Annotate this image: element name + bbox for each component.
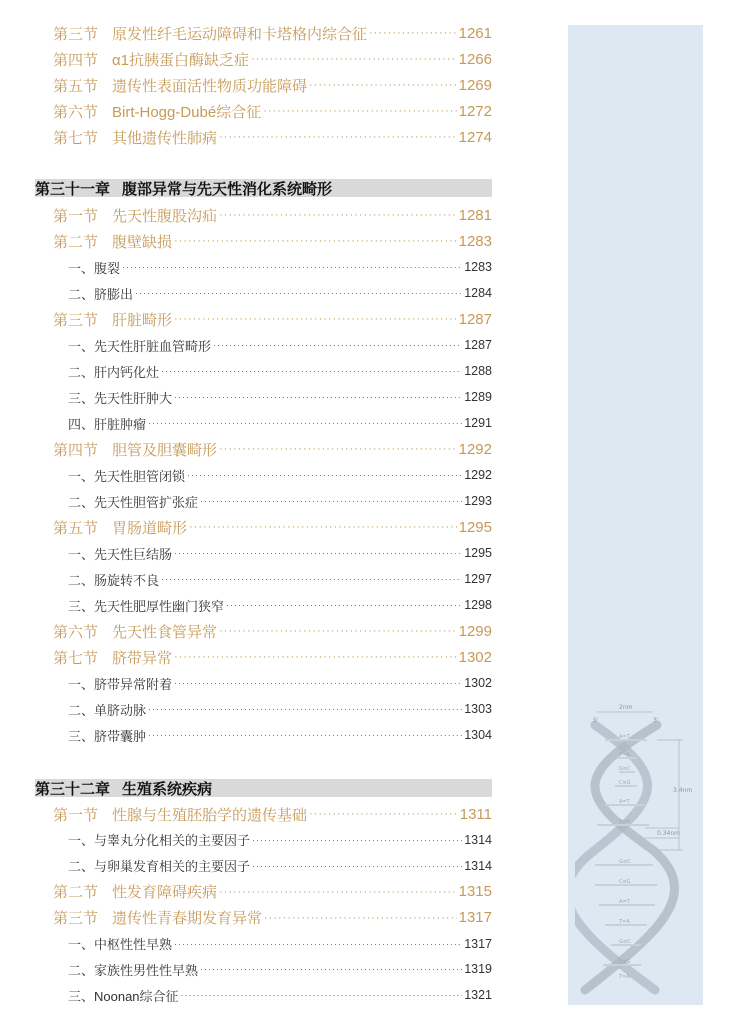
subitem-title: 二、单脐动脉 xyxy=(68,702,147,718)
chapter-number: 第三十一章 xyxy=(35,181,111,198)
toc-section-row[interactable] xyxy=(53,620,492,642)
leader-dots xyxy=(264,912,457,924)
toc-section-row[interactable] xyxy=(53,22,492,44)
chapter-title: 腹部异常与先天性消化系统畸形 xyxy=(122,181,333,198)
section-number: 第六节 xyxy=(53,103,99,121)
section-title: 先天性腹股沟疝 xyxy=(112,207,218,225)
subitem-title: 一、脐带异常附着 xyxy=(68,676,173,692)
subitem-title: 一、中枢性性早熟 xyxy=(68,937,173,952)
toc-subitem-row[interactable] xyxy=(68,412,492,434)
toc-section-row[interactable] xyxy=(53,126,492,148)
page-number: 1283 xyxy=(464,260,492,274)
page-number: 1321 xyxy=(464,988,492,1003)
toc-subitem-row[interactable] xyxy=(68,464,492,486)
section-title: α1抗胰蛋白酶缺乏症 xyxy=(112,51,250,69)
subitem-title: 二、家族性男性性早熟 xyxy=(68,962,199,978)
leader-dots xyxy=(219,625,457,637)
toc-section-row[interactable] xyxy=(53,48,492,70)
toc-subitem-row[interactable] xyxy=(68,724,492,746)
section-title: 先天性食管异常 xyxy=(112,623,218,641)
chapter-heading[interactable] xyxy=(35,779,492,797)
section-number: 第三节 xyxy=(53,25,99,43)
leader-dots xyxy=(219,131,457,143)
page-number: 1299 xyxy=(458,622,492,640)
toc-section-row[interactable] xyxy=(53,100,492,122)
section-number: 第五节 xyxy=(53,519,99,537)
page-number: 1281 xyxy=(458,206,492,224)
page-number: 1292 xyxy=(458,440,492,458)
section-title: 性腺与生殖胚胎学的遗传基础 xyxy=(112,806,308,824)
page-number: 1298 xyxy=(464,598,492,612)
toc-subitem-row[interactable] xyxy=(68,672,492,694)
toc-subitem-row[interactable] xyxy=(68,256,492,278)
base-pair-label: G≡C xyxy=(619,939,631,945)
section-title: 遗传性表面活性物质功能障碍 xyxy=(112,77,308,95)
toc-subitem-row[interactable] xyxy=(68,958,492,980)
toc-section-row[interactable] xyxy=(53,881,492,903)
page-number: 1269 xyxy=(458,76,492,94)
section-number: 第六节 xyxy=(53,623,99,641)
dna-rise-label: 0.34nm xyxy=(657,830,681,837)
base-pair-label: G≡C xyxy=(619,766,631,772)
section-title: 其他遗传性肺病 xyxy=(112,129,218,147)
leader-dots xyxy=(252,835,462,845)
base-pair-label: T=A xyxy=(619,752,630,758)
toc-section-row[interactable] xyxy=(53,803,492,825)
leader-dots xyxy=(148,704,462,714)
subitem-title: 二、肝内钙化灶 xyxy=(68,364,160,380)
section-title: 胃肠道畸形 xyxy=(112,519,188,537)
page-number: 1295 xyxy=(458,518,492,536)
leader-dots xyxy=(174,392,462,402)
toc-subitem-row[interactable] xyxy=(68,984,492,1006)
base-pair-label: C≡G xyxy=(619,780,631,786)
section-title: 遗传性青春期发育异常 xyxy=(112,910,263,928)
page-number: 1287 xyxy=(458,310,492,328)
page-number: 1319 xyxy=(464,962,492,977)
page-number: 1274 xyxy=(458,128,492,146)
leader-dots xyxy=(174,235,457,247)
subitem-title: 四、肝脏肿瘤 xyxy=(68,416,147,432)
subitem-title: 一、先天性肝脏血管畸形 xyxy=(68,338,212,354)
leader-dots xyxy=(135,288,462,298)
toc-subitem-row[interactable] xyxy=(68,334,492,356)
leader-dots xyxy=(161,366,462,376)
leader-dots xyxy=(213,340,462,350)
section-number: 第七节 xyxy=(53,649,99,667)
dna-width-label: 2nm xyxy=(619,704,633,711)
section-title: 肝脏畸形 xyxy=(112,311,173,329)
toc-subitem-row[interactable] xyxy=(68,490,492,512)
toc-section-row[interactable] xyxy=(53,516,492,538)
page-number: 1293 xyxy=(464,494,492,508)
leader-dots xyxy=(219,886,457,898)
subitem-title: 一、与睾丸分化相关的主要因子 xyxy=(68,833,251,849)
page-number: 1304 xyxy=(464,728,492,742)
page-number: 1266 xyxy=(458,50,492,68)
toc-subitem-row[interactable] xyxy=(68,386,492,408)
section-number: 第四节 xyxy=(53,441,99,459)
base-pair-label: T=A xyxy=(619,919,630,925)
subitem-title: 三、先天性肥厚性幽门狭窄 xyxy=(68,598,225,614)
chapter-heading[interactable] xyxy=(35,179,492,197)
section-number: 第一节 xyxy=(53,806,99,824)
leader-dots xyxy=(174,548,462,558)
toc-section-row[interactable] xyxy=(53,907,492,929)
leader-dots xyxy=(161,574,462,584)
page-number: 1287 xyxy=(464,338,492,352)
section-number: 第二节 xyxy=(53,233,99,251)
toc-section-row[interactable] xyxy=(53,438,492,460)
toc-subitem-row[interactable] xyxy=(68,933,492,955)
dna-double-helix-figure xyxy=(575,700,700,1000)
section-number: 第五节 xyxy=(53,77,99,95)
leader-dots xyxy=(174,313,457,325)
toc-subitem-row[interactable] xyxy=(68,594,492,616)
page-number: 1314 xyxy=(464,832,492,847)
helix-strand-back xyxy=(575,725,655,990)
base-pair-label: A=T xyxy=(619,799,630,805)
base-pair-label: A=T xyxy=(619,734,630,740)
section-title: Birt-Hogg-Dubé综合征 xyxy=(112,103,262,121)
section-title: 胆管及胆囊畸形 xyxy=(112,441,218,459)
page-number: 1302 xyxy=(464,676,492,690)
leader-dots xyxy=(226,600,462,610)
toc-subitem-row[interactable] xyxy=(68,282,492,304)
leader-dots xyxy=(263,105,456,117)
toc-section-row[interactable] xyxy=(53,646,492,668)
page-number: 1272 xyxy=(458,102,492,120)
page-number: 1317 xyxy=(458,909,492,927)
section-number: 第七节 xyxy=(53,129,99,147)
base-pair-label: G≡C xyxy=(619,859,631,865)
page-number: 1315 xyxy=(458,883,492,901)
subitem-title: 二、与卵巢发育相关的主要因子 xyxy=(68,859,251,875)
section-title: 性发育障碍疾病 xyxy=(112,884,218,902)
page-number: 1284 xyxy=(464,286,492,300)
subitem-title: 三、Noonan综合征 xyxy=(68,988,179,1004)
leader-dots xyxy=(309,808,458,820)
leader-dots xyxy=(200,964,462,974)
leader-dots xyxy=(148,730,462,740)
leader-dots xyxy=(189,521,457,533)
toc-section-row[interactable] xyxy=(53,308,492,330)
subitem-title: 一、先天性胆管闭锁 xyxy=(68,468,186,484)
page-number: 1303 xyxy=(464,702,492,716)
leader-dots xyxy=(122,262,462,272)
toc-subitem-row[interactable] xyxy=(68,568,492,590)
subitem-title: 三、先天性肝肿大 xyxy=(68,390,173,406)
subitem-title: 一、先天性巨结肠 xyxy=(68,546,173,562)
leader-dots xyxy=(148,418,462,428)
base-pair-label: C≡G xyxy=(619,959,631,965)
leader-dots xyxy=(219,209,457,221)
subitem-title: 二、先天性胆管扩张症 xyxy=(68,494,199,510)
section-number: 第三节 xyxy=(53,910,99,928)
dna-pitch-label: 3.4nm xyxy=(673,787,693,794)
section-number: 第二节 xyxy=(53,884,99,902)
leader-dots xyxy=(174,939,462,949)
leader-dots xyxy=(309,79,457,91)
page-number: 1311 xyxy=(459,805,492,823)
toc-subitem-row[interactable] xyxy=(68,542,492,564)
toc-section-row[interactable] xyxy=(53,230,492,252)
section-number: 第三节 xyxy=(53,311,99,329)
dna-5prime-label: 5' xyxy=(593,717,599,724)
base-pair-label: C≡G xyxy=(619,879,631,885)
toc-subitem-row[interactable] xyxy=(68,855,492,877)
page-number: 1295 xyxy=(464,546,492,560)
page-number: 1297 xyxy=(464,572,492,586)
page-number: 1317 xyxy=(464,936,492,951)
section-title: 腹壁缺损 xyxy=(112,233,173,251)
base-pair-label: T=A xyxy=(619,974,630,980)
toc-section-row[interactable] xyxy=(53,74,492,96)
toc-subitem-row[interactable] xyxy=(68,698,492,720)
leader-dots xyxy=(251,53,457,65)
toc-subitem-row[interactable] xyxy=(68,360,492,382)
section-number: 第一节 xyxy=(53,207,99,225)
base-pair-label: T=A xyxy=(619,819,630,825)
subitem-title: 二、脐膨出 xyxy=(68,286,134,302)
page-number: 1314 xyxy=(464,858,492,873)
base-pair-label: A=T xyxy=(619,899,630,905)
section-title: 脐带异常 xyxy=(112,649,173,667)
leader-dots xyxy=(181,990,463,1000)
section-number: 第四节 xyxy=(53,51,99,69)
page-number: 1283 xyxy=(458,232,492,250)
chapter-number: 第三十二章 xyxy=(35,781,111,798)
subitem-title: 二、肠旋转不良 xyxy=(68,572,160,588)
leader-dots xyxy=(219,443,457,455)
dna-3prime-label: 3' xyxy=(653,717,659,724)
leader-dots xyxy=(174,678,462,688)
page-number: 1292 xyxy=(464,468,492,482)
page-number: 1291 xyxy=(464,416,492,430)
page-number: 1302 xyxy=(458,648,492,666)
leader-dots xyxy=(187,470,462,480)
leader-dots xyxy=(369,27,457,39)
leader-dots xyxy=(174,651,457,663)
chapter-title: 生殖系统疾病 xyxy=(122,781,213,798)
toc-subitem-row[interactable] xyxy=(68,829,492,851)
leader-dots xyxy=(252,861,462,871)
page-number: 1288 xyxy=(464,364,492,378)
subitem-title: 三、脐带囊肿 xyxy=(68,728,147,744)
page-number: 1261 xyxy=(458,24,492,42)
page-number: 1289 xyxy=(464,390,492,404)
leader-dots xyxy=(200,496,462,506)
section-title: 原发性纤毛运动障碍和卡塔格内综合征 xyxy=(112,25,368,43)
subitem-title: 一、腹裂 xyxy=(68,260,121,276)
toc-section-row[interactable] xyxy=(53,204,492,226)
